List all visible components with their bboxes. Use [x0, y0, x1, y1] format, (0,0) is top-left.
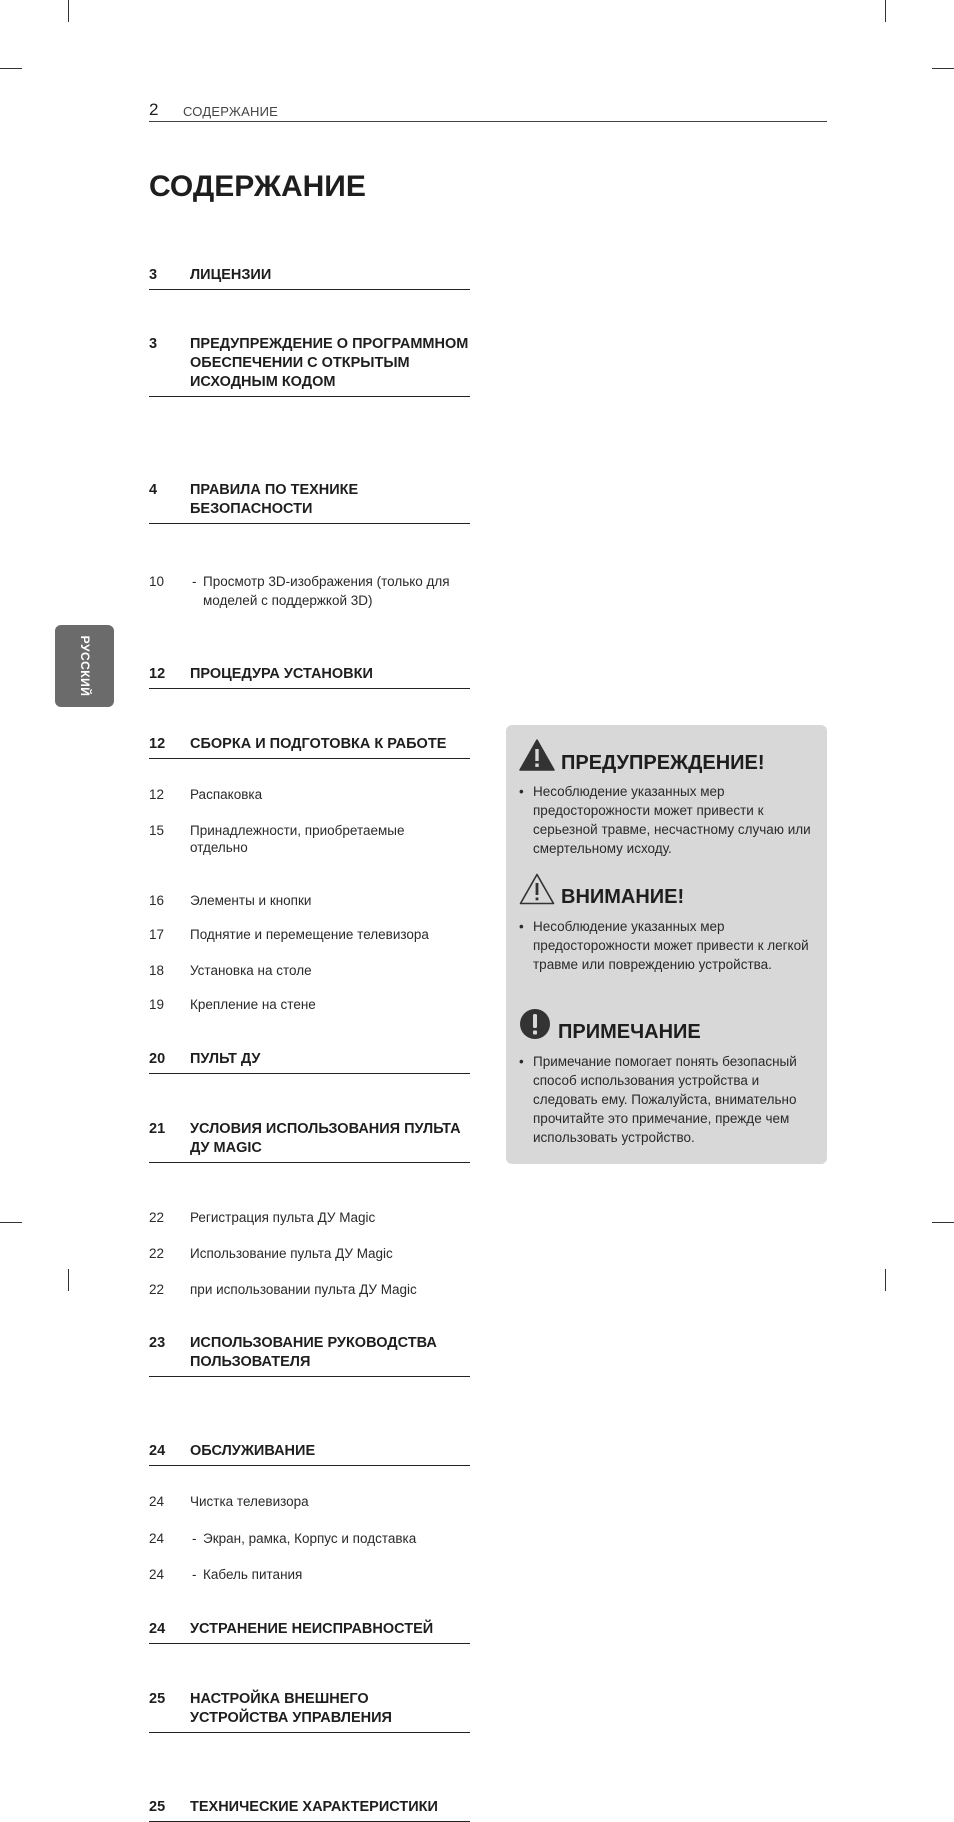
- toc-title: НАСТРОЙКА ВНЕШНЕГО УСТРОЙСТВА УПРАВЛЕНИЯ: [190, 1690, 392, 1726]
- caution-list: [519, 917, 815, 974]
- toc-page: 12: [149, 787, 165, 802]
- toc-page: 24: [149, 1530, 165, 1546]
- toc-subitem[interactable]: [149, 1493, 470, 1511]
- toc-page: 17: [149, 927, 165, 942]
- toc-subitem[interactable]: [149, 786, 470, 804]
- toc-page: 21: [149, 1120, 166, 1137]
- toc-title: УСТРАНЕНИЕ НЕИСПРАВНОСТЕЙ: [190, 1620, 434, 1637]
- toc-subitem[interactable]: [149, 572, 470, 610]
- toc-page: 12: [149, 666, 166, 682]
- crop-mark: [932, 1222, 954, 1223]
- toc-page: 20: [149, 1050, 166, 1067]
- running-header: СОДЕРЖАНИЕ: [183, 104, 279, 119]
- toc-title: Чистка телевизора: [190, 1494, 309, 1509]
- toc-page: 23: [149, 1335, 166, 1351]
- toc-title: - Кабель питания: [203, 1566, 470, 1584]
- safety-notices-box: [506, 725, 827, 1164]
- toc-title: ЛИЦЕНЗИИ: [190, 267, 272, 283]
- toc-title: Поднятие и перемещение телевизора: [190, 927, 429, 942]
- toc-subitem[interactable]: [149, 892, 470, 910]
- crop-mark: [885, 0, 886, 22]
- toc-title: ПУЛЬТ ДУ: [190, 1050, 261, 1067]
- toc-section[interactable]: [149, 1120, 470, 1163]
- toc-title: ИСПОЛЬЗОВАНИЕ РУКОВОДСТВА ПОЛЬЗОВАТЕЛЯ: [190, 1335, 437, 1370]
- toc-section[interactable]: [149, 481, 470, 524]
- toc-subitem[interactable]: [149, 1245, 470, 1263]
- toc-title: Установка на столе: [190, 962, 312, 978]
- toc-page: 10: [149, 574, 165, 589]
- warning-outline-triangle-icon: [519, 873, 555, 905]
- warning-title: ПРЕДУПРЕЖДЕНИЕ!: [561, 752, 765, 774]
- toc-subitem[interactable]: [149, 1566, 470, 1584]
- toc-page: 15: [149, 822, 165, 838]
- toc-page: 22: [149, 1209, 165, 1225]
- toc-page: 18: [149, 962, 165, 978]
- toc-section[interactable]: [149, 1050, 470, 1074]
- toc-section[interactable]: [149, 665, 470, 689]
- toc-page: 19: [149, 997, 165, 1012]
- toc-section[interactable]: [149, 335, 470, 397]
- toc-title: Распаковка: [190, 787, 263, 802]
- toc-title: ПРАВИЛА ПО ТЕХНИКЕ БЕЗОПАСНОСТИ: [190, 482, 359, 517]
- toc-section[interactable]: [149, 1798, 470, 1822]
- caution-title: ВНИМАНИЕ!: [561, 886, 685, 908]
- toc-title: - Просмотр 3D-изображения (только для моделей с поддержкой 3D): [203, 572, 470, 610]
- toc-title: УСЛОВИЯ ИСПОЛЬЗОВАНИЯ ПУЛЬТА ДУ MAGIC: [190, 1120, 461, 1156]
- toc-page: 12: [149, 736, 166, 752]
- toc-title: - Экран, рамка, Корпус и подставка: [203, 1530, 470, 1548]
- toc-title: ТЕХНИЧЕСКИЕ ХАРАКТЕРИСТИКИ: [190, 1798, 438, 1815]
- crop-mark: [0, 1222, 22, 1223]
- toc-page: 16: [149, 892, 165, 908]
- header-rule: [149, 121, 827, 122]
- toc-title: Принадлежности, приобретаемые отдельно: [190, 822, 405, 855]
- toc-page: 24: [149, 1443, 166, 1459]
- toc-section[interactable]: [149, 1690, 470, 1733]
- crop-mark: [0, 68, 22, 69]
- caution-text: • Несоблюдение указанных мер предосторожности может привести к легкой травме или повреждению устройства.: [519, 917, 815, 974]
- warning-list: [519, 782, 815, 858]
- toc-title: ПРОЦЕДУРА УСТАНОВКИ: [190, 666, 373, 682]
- toc-subitem[interactable]: [149, 926, 470, 944]
- language-tab-label: РУССКИЙ: [77, 635, 92, 697]
- crop-mark: [885, 1269, 886, 1291]
- toc-page: 24: [149, 1620, 166, 1637]
- toc-title: ОБСЛУЖИВАНИЕ: [190, 1443, 316, 1459]
- toc-page: 22: [149, 1281, 165, 1297]
- toc-section[interactable]: [149, 735, 470, 759]
- toc-section[interactable]: [149, 1620, 470, 1644]
- toc-subitem[interactable]: [149, 822, 449, 857]
- toc-subitem[interactable]: [149, 1530, 470, 1548]
- crop-mark: [68, 1269, 69, 1291]
- warning-text: • Несоблюдение указанных мер предосторожности может привести к серьезной травме, несчастному случаю или смертельному исходу.: [519, 782, 815, 858]
- toc-title: ПРЕДУПРЕЖДЕНИЕ О ПРОГРАММНОМ ОБЕСПЕЧЕНИИ С ОТКРЫТЫМ ИСХОДНЫМ КОДОМ: [190, 336, 469, 390]
- note-list: [519, 1052, 815, 1147]
- toc-page: 24: [149, 1567, 165, 1582]
- toc-page: 25: [149, 1798, 166, 1815]
- toc-subitem[interactable]: [149, 962, 470, 980]
- toc-title: Регистрация пульта ДУ Magic: [190, 1209, 376, 1225]
- toc-page: 4: [149, 482, 158, 498]
- exclamation-circle-icon: [519, 1008, 551, 1040]
- note-title: ПРИМЕЧАНИЕ: [558, 1021, 701, 1043]
- toc-section[interactable]: [149, 1442, 470, 1466]
- toc-page: 25: [149, 1690, 166, 1707]
- page-title: СОДЕРЖАНИЕ: [149, 170, 366, 203]
- crop-mark: [932, 68, 954, 69]
- toc-title: СБОРКА И ПОДГОТОВКА К РАБОТЕ: [190, 736, 447, 752]
- toc-section[interactable]: [149, 266, 470, 290]
- toc-page: 3: [149, 336, 158, 352]
- note-text: • Примечание помогает понять безопасный способ использования устройства и следовать ему. Пожалуйста, внимательно прочитайте это примечание, прежде чем использовать устройство.: [519, 1052, 815, 1147]
- crop-mark: [68, 0, 69, 22]
- toc-page: 24: [149, 1494, 165, 1509]
- toc-title: Использование пульта ДУ Magic: [190, 1246, 393, 1261]
- toc-section[interactable]: [149, 1334, 470, 1377]
- toc-subitem[interactable]: [149, 1209, 470, 1227]
- toc-subitem[interactable]: [149, 996, 470, 1014]
- toc-title: Крепление на стене: [190, 997, 316, 1012]
- page-number: 2: [149, 100, 159, 119]
- toc-title: при использовании пульта ДУ Magic: [190, 1281, 417, 1297]
- toc-subitem[interactable]: [149, 1281, 470, 1299]
- toc-page: 3: [149, 267, 158, 283]
- toc-page: 22: [149, 1246, 165, 1261]
- language-tab: [55, 625, 114, 707]
- toc-title: Элементы и кнопки: [190, 892, 312, 908]
- warning-filled-triangle-icon: [519, 739, 555, 771]
